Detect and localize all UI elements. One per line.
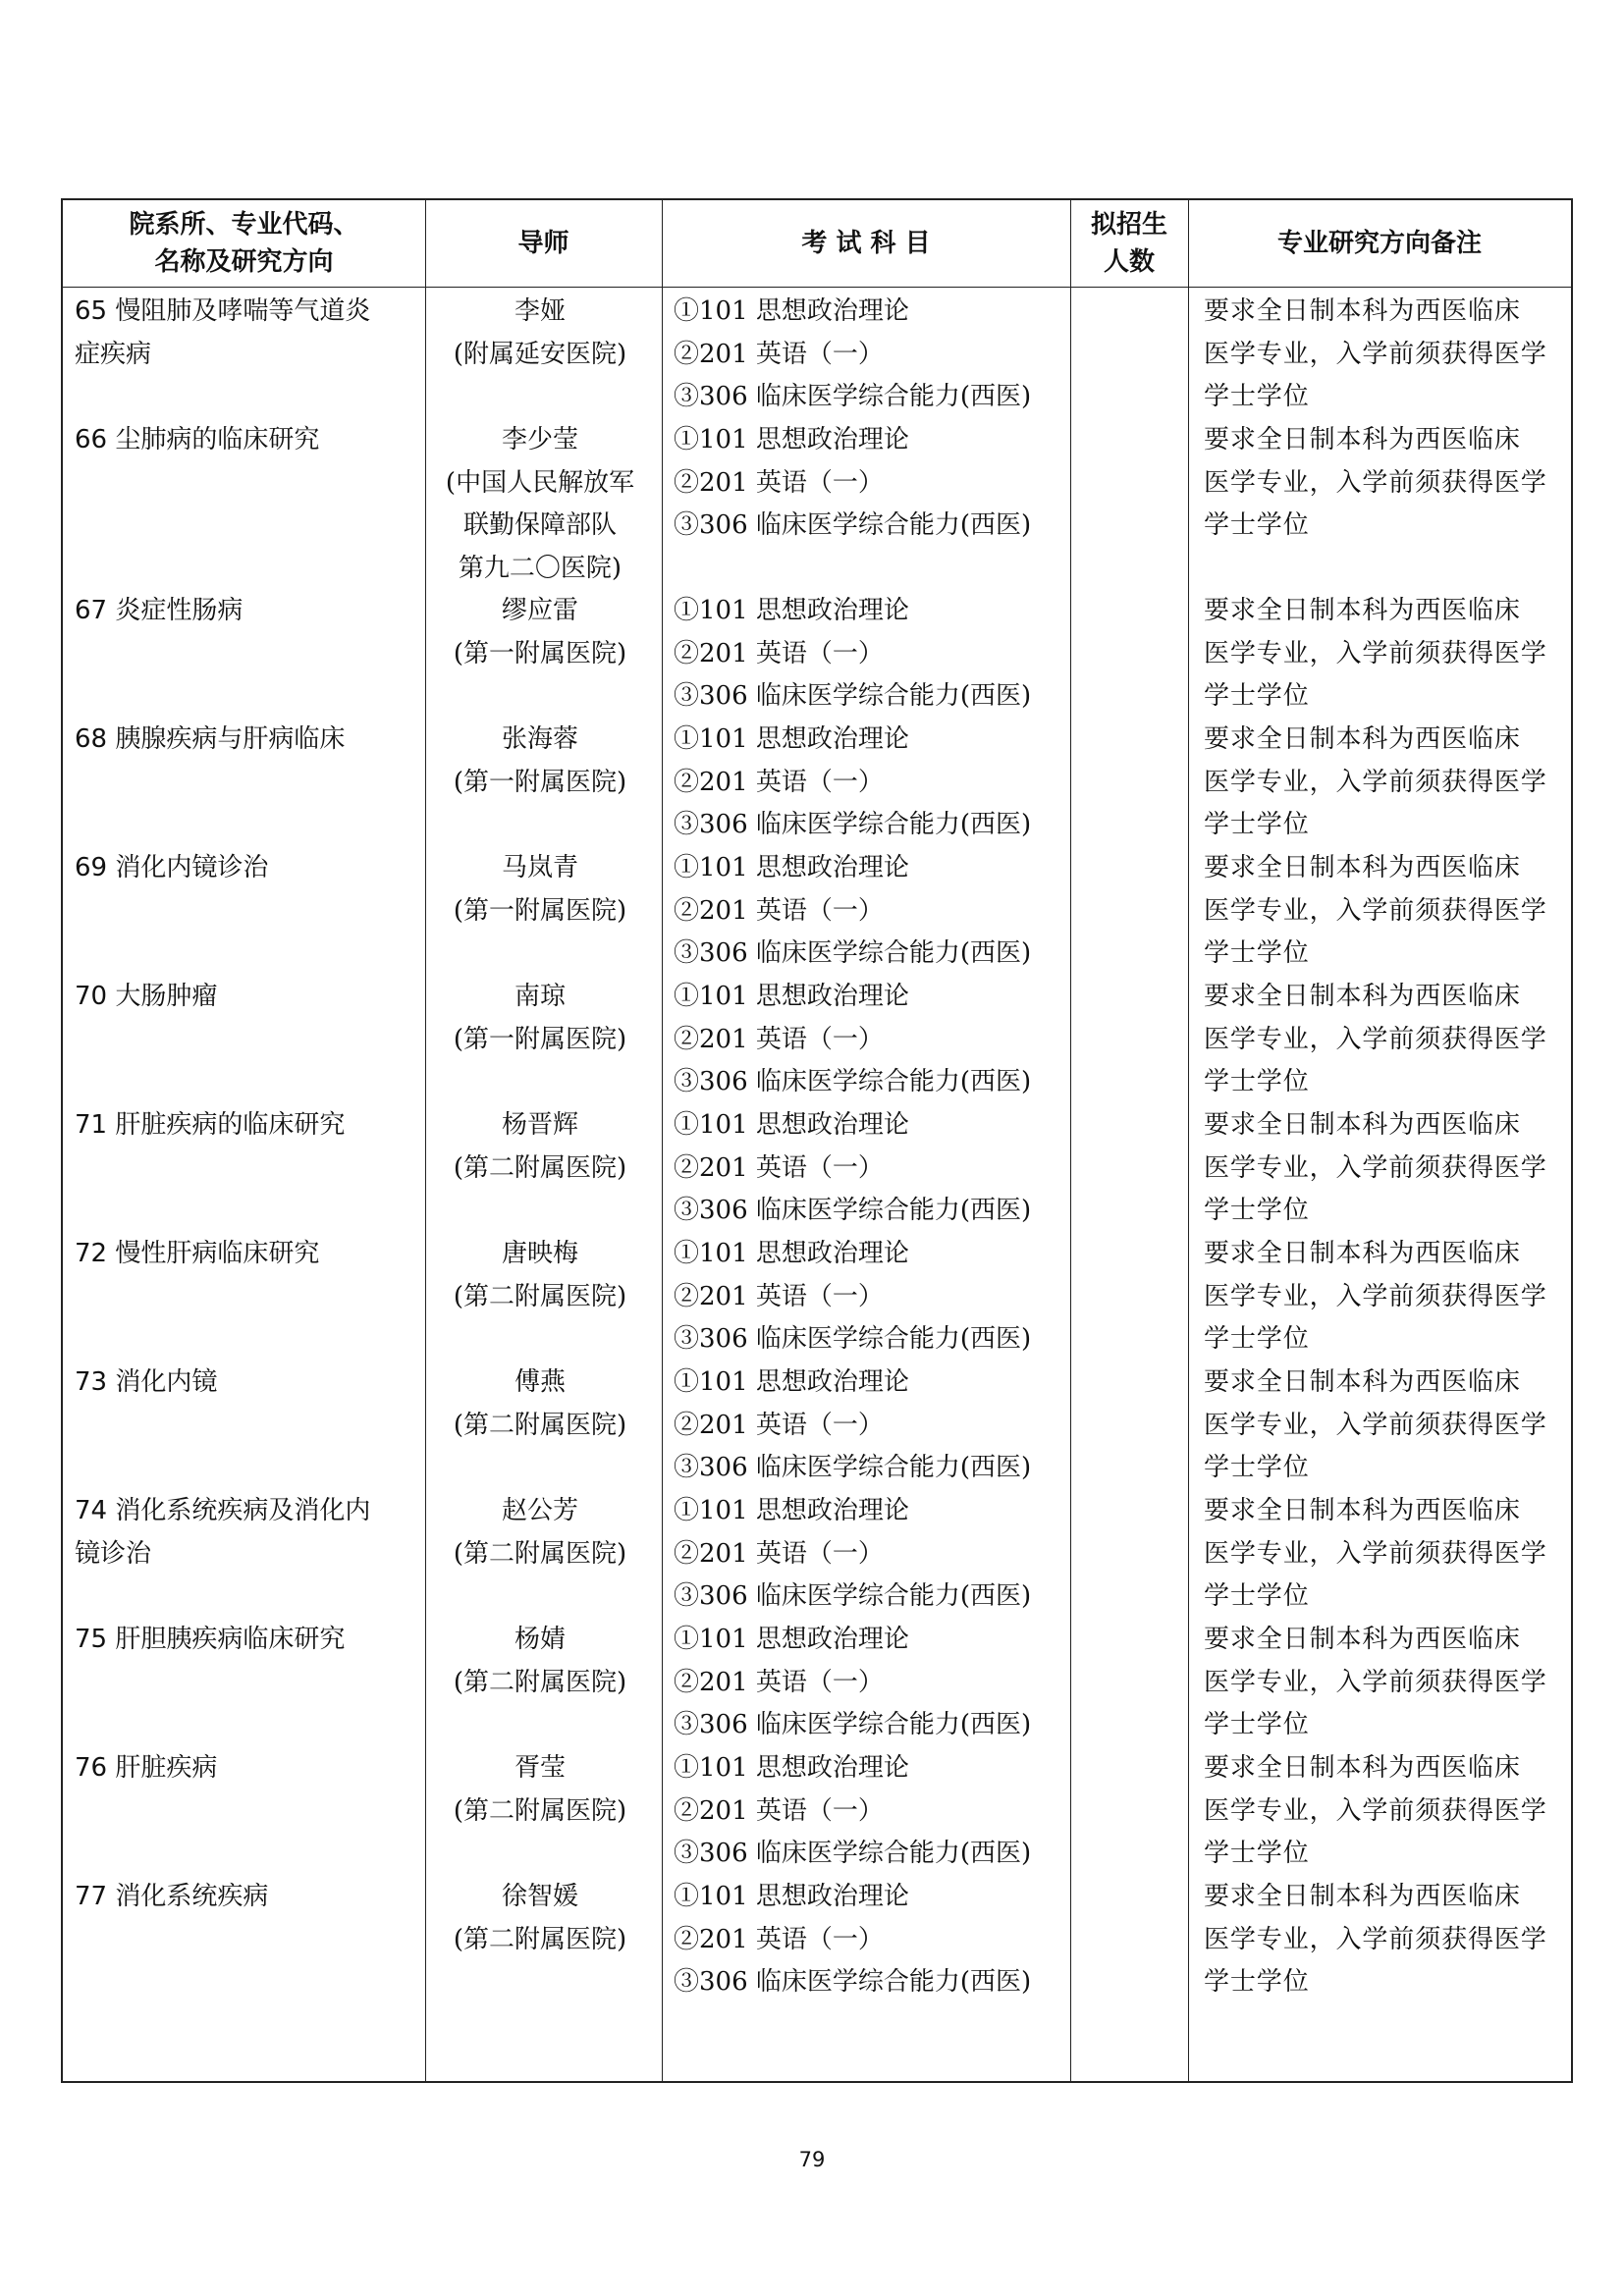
exam-subjects-line: ②201 英语（一）: [674, 1667, 884, 1697]
exam-subjects-line: ②201 英语（一）: [674, 1924, 884, 1954]
remarks-line: 医学专业，入学前须获得医学: [1204, 1024, 1547, 1054]
exam-subjects-cell: [674, 1233, 1086, 1362]
exam-subjects-line: ①101 思想政治理论: [674, 1625, 909, 1654]
remarks-cell: [1204, 1490, 1567, 1619]
supervisor-line: (第二附属医院): [453, 1152, 627, 1183]
header-enrollment: 拟招生 人数: [1090, 210, 1167, 277]
exam-subjects-line: ①101 思想政治理论: [674, 1367, 909, 1397]
research-direction-cell: [75, 419, 418, 462]
exam-subjects-line: ②201 英语（一）: [674, 339, 884, 369]
supervisor-line: 张海蓉: [501, 724, 578, 754]
remarks-line: 医学专业，入学前须获得医学: [1204, 1924, 1547, 1954]
page-number: 79: [798, 2148, 826, 2171]
exam-subjects-line: ①101 思想政治理论: [674, 1496, 909, 1525]
exam-subjects-line: ③306 临床医学综合能力(西医): [674, 510, 1032, 540]
remarks-line: 学士学位: [1204, 681, 1310, 711]
supervisor-line: 缪应雷: [501, 596, 578, 625]
research-direction-cell: [75, 1233, 418, 1276]
exam-subjects-line: ③306 临床医学综合能力(西医): [674, 1067, 1032, 1096]
supervisor-line: 第九二〇医院): [458, 553, 623, 583]
supervisor-line: 联勤保障部队: [462, 510, 617, 540]
supervisor-line: 李娅: [514, 296, 566, 326]
exam-subjects-line: ②201 英语（一）: [674, 767, 884, 797]
exam-subjects-cell: [674, 1362, 1086, 1490]
exam-subjects-line: ①101 思想政治理论: [674, 982, 909, 1011]
research-direction-line: 65 慢阻肺及哮喘等气道炎: [75, 296, 371, 326]
exam-subjects-line: ①101 思想政治理论: [674, 296, 909, 326]
research-direction-line: 77 消化系统疾病: [75, 1882, 269, 1911]
research-direction-line: 76 肝脏疾病: [75, 1753, 218, 1783]
research-direction-line: 67 炎症性肠病: [75, 596, 244, 625]
exam-subjects-line: ①101 思想政治理论: [674, 853, 909, 882]
research-direction-cell: [75, 719, 418, 762]
admissions-table: [61, 198, 1573, 2083]
remarks-line: 要求全日制本科为西医临床: [1204, 1753, 1521, 1783]
header-divider: [63, 287, 1571, 288]
exam-subjects-line: ③306 临床医学综合能力(西医): [674, 382, 1032, 411]
exam-subjects-cell: [674, 1619, 1086, 1747]
supervisor-cell: [428, 1876, 652, 1961]
research-direction-line: 72 慢性肝病临床研究: [75, 1239, 320, 1268]
remarks-line: 要求全日制本科为西医临床: [1204, 1110, 1521, 1140]
supervisor-line: 赵公芳: [501, 1496, 578, 1525]
remarks-cell: [1204, 1104, 1567, 1233]
supervisor-line: 马岚青: [501, 853, 578, 882]
remarks-line: 要求全日制本科为西医临床: [1204, 724, 1521, 754]
remarks-line: 要求全日制本科为西医临床: [1204, 1239, 1521, 1268]
research-direction-cell: [75, 1747, 418, 1790]
exam-subjects-line: ①101 思想政治理论: [674, 1882, 909, 1911]
remarks-cell: [1204, 847, 1567, 976]
remarks-line: 要求全日制本科为西医临床: [1204, 1496, 1521, 1525]
supervisor-cell: [428, 419, 652, 590]
supervisor-line: (第二附属医院): [453, 1538, 627, 1569]
exam-subjects-line: ①101 思想政治理论: [674, 425, 909, 454]
research-direction-line: 症疾病: [75, 339, 152, 369]
supervisor-line: (第二附属医院): [453, 1281, 627, 1311]
supervisor-line: (第一附属医院): [453, 638, 627, 668]
remarks-line: 学士学位: [1204, 1581, 1310, 1611]
remarks-line: 要求全日制本科为西医临床: [1204, 296, 1521, 326]
remarks-line: 要求全日制本科为西医临床: [1204, 596, 1521, 625]
supervisor-line: 徐智媛: [501, 1882, 578, 1911]
exam-subjects-line: ①101 思想政治理论: [674, 1110, 909, 1140]
supervisor-cell: [428, 976, 652, 1061]
supervisor-line: (第一附属医院): [453, 1024, 627, 1054]
research-direction-cell: [75, 847, 418, 890]
research-direction-cell: [75, 1619, 418, 1662]
exam-subjects-cell: [674, 419, 1086, 548]
supervisor-line: 傅燕: [514, 1367, 566, 1397]
research-direction-cell: [75, 590, 418, 633]
exam-subjects-line: ②201 英语（一）: [674, 895, 884, 926]
remarks-line: 医学专业，入学前须获得医学: [1204, 1410, 1547, 1440]
remarks-line: 要求全日制本科为西医临床: [1204, 1367, 1521, 1397]
remarks-line: 学士学位: [1204, 1453, 1310, 1482]
header-supervisor: 导师: [517, 229, 569, 258]
supervisor-line: (第二附属医院): [453, 1410, 627, 1440]
supervisor-line: 杨晋辉: [501, 1110, 578, 1140]
research-direction-line: 69 消化内镜诊治: [75, 853, 269, 882]
exam-subjects-cell: [674, 719, 1086, 847]
exam-subjects-line: ③306 临床医学综合能力(西医): [674, 938, 1032, 968]
exam-subjects-line: ③306 临床医学综合能力(西医): [674, 1324, 1032, 1354]
remarks-line: 要求全日制本科为西医临床: [1204, 982, 1521, 1011]
supervisor-line: (第二附属医院): [453, 1924, 627, 1954]
exam-subjects-line: ③306 临床医学综合能力(西医): [674, 810, 1032, 839]
supervisor-line: (第一附属医院): [453, 895, 627, 926]
supervisor-cell: [428, 847, 652, 933]
exam-subjects-line: ③306 临床医学综合能力(西医): [674, 1710, 1032, 1739]
exam-subjects-line: ①101 思想政治理论: [674, 724, 909, 754]
supervisor-cell: [428, 1619, 652, 1704]
remarks-line: 要求全日制本科为西医临床: [1204, 853, 1521, 882]
remarks-line: 学士学位: [1204, 1967, 1310, 1997]
exam-subjects-line: ③306 临床医学综合能力(西医): [674, 681, 1032, 711]
supervisor-line: (第一附属医院): [453, 767, 627, 797]
header-remarks: 专业研究方向备注: [1276, 229, 1482, 258]
research-direction-cell: [75, 1362, 418, 1405]
supervisor-cell: [428, 1490, 652, 1575]
remarks-line: 学士学位: [1204, 1839, 1310, 1868]
header-exam-subjects: 考 试 科 目: [801, 229, 931, 258]
exam-subjects-line: ③306 临床医学综合能力(西医): [674, 1967, 1032, 1997]
remarks-line: 医学专业，入学前须获得医学: [1204, 638, 1547, 668]
exam-subjects-line: ②201 英语（一）: [674, 467, 884, 498]
remarks-line: 学士学位: [1204, 938, 1310, 968]
column-divider: [1188, 200, 1189, 2081]
remarks-line: 学士学位: [1204, 1710, 1310, 1739]
remarks-cell: [1204, 590, 1567, 719]
exam-subjects-line: ①101 思想政治理论: [674, 596, 909, 625]
exam-subjects-cell: [674, 976, 1086, 1104]
remarks-line: 医学专业，入学前须获得医学: [1204, 1152, 1547, 1183]
remarks-cell: [1204, 1747, 1567, 1876]
supervisor-cell: [428, 1362, 652, 1447]
remarks-line: 要求全日制本科为西医临床: [1204, 1625, 1521, 1654]
exam-subjects-line: ②201 英语（一）: [674, 1410, 884, 1440]
supervisor-cell: [428, 1104, 652, 1190]
research-direction-line: 66 尘肺病的临床研究: [75, 425, 320, 454]
exam-subjects-cell: [674, 1104, 1086, 1233]
remarks-cell: [1204, 1619, 1567, 1747]
research-direction-line: 73 消化内镜: [75, 1367, 218, 1397]
supervisor-line: 胥莹: [514, 1753, 566, 1783]
supervisor-cell: [428, 1747, 652, 1833]
header-direction: 院系所、专业代码、 名称及研究方向: [129, 210, 359, 277]
remarks-line: 要求全日制本科为西医临床: [1204, 1882, 1521, 1911]
exam-subjects-cell: [674, 590, 1086, 719]
remarks-line: 医学专业，入学前须获得医学: [1204, 467, 1547, 498]
column-divider: [662, 200, 663, 2081]
remarks-line: 医学专业，入学前须获得医学: [1204, 1667, 1547, 1697]
exam-subjects-line: ②201 英语（一）: [674, 1152, 884, 1183]
remarks-cell: [1204, 719, 1567, 847]
supervisor-line: (第二附属医院): [453, 1667, 627, 1697]
research-direction-cell: [75, 1104, 418, 1148]
remarks-line: 医学专业，入学前须获得医学: [1204, 895, 1547, 926]
exam-subjects-line: ③306 临床医学综合能力(西医): [674, 1453, 1032, 1482]
research-direction-cell: [75, 976, 418, 1019]
exam-subjects-cell: [674, 1490, 1086, 1619]
remarks-line: 医学专业，入学前须获得医学: [1204, 339, 1547, 369]
remarks-cell: [1204, 1876, 1567, 2004]
research-direction-line: 71 肝脏疾病的临床研究: [75, 1110, 346, 1140]
research-direction-cell: [75, 1876, 418, 1919]
exam-subjects-line: ②201 英语（一）: [674, 1538, 884, 1569]
remarks-line: 医学专业，入学前须获得医学: [1204, 1538, 1547, 1569]
exam-subjects-line: ②201 英语（一）: [674, 1024, 884, 1054]
exam-subjects-line: ②201 英语（一）: [674, 1281, 884, 1311]
remarks-line: 学士学位: [1204, 1324, 1310, 1354]
exam-subjects-cell: [674, 1876, 1086, 2004]
supervisor-line: 李少莹: [501, 425, 578, 454]
remarks-line: 学士学位: [1204, 510, 1310, 540]
supervisor-cell: [428, 291, 652, 376]
exam-subjects-line: ③306 临床医学综合能力(西医): [674, 1196, 1032, 1225]
remarks-cell: [1204, 419, 1567, 548]
remarks-line: 学士学位: [1204, 382, 1310, 411]
remarks-line: 医学专业，入学前须获得医学: [1204, 1281, 1547, 1311]
research-direction-line: 70 大肠肿瘤: [75, 982, 218, 1011]
remarks-line: 要求全日制本科为西医临床: [1204, 425, 1521, 454]
remarks-cell: [1204, 1233, 1567, 1362]
research-direction-line: 镜诊治: [75, 1538, 152, 1569]
supervisor-line: (中国人民解放军: [445, 467, 635, 498]
exam-subjects-line: ①101 思想政治理论: [674, 1753, 909, 1783]
supervisor-line: (第二附属医院): [453, 1795, 627, 1826]
exam-subjects-line: ③306 临床医学综合能力(西医): [674, 1839, 1032, 1868]
column-divider: [425, 200, 426, 2081]
research-direction-cell: [75, 1490, 418, 1575]
research-direction-line: 68 胰腺疾病与肝病临床: [75, 724, 346, 754]
supervisor-line: 唐映梅: [501, 1239, 578, 1268]
supervisor-cell: [428, 719, 652, 804]
remarks-line: 医学专业，入学前须获得医学: [1204, 767, 1547, 797]
exam-subjects-line: ①101 思想政治理论: [674, 1239, 909, 1268]
supervisor-line: 南琼: [514, 982, 566, 1011]
exam-subjects-cell: [674, 847, 1086, 976]
supervisor-line: 杨婧: [514, 1625, 566, 1654]
exam-subjects-cell: [674, 291, 1086, 419]
remarks-line: 医学专业，入学前须获得医学: [1204, 1795, 1547, 1826]
supervisor-cell: [428, 1233, 652, 1318]
remarks-cell: [1204, 291, 1567, 419]
research-direction-cell: [75, 291, 418, 376]
research-direction-line: 74 消化系统疾病及消化内: [75, 1496, 371, 1525]
exam-subjects-line: ③306 临床医学综合能力(西医): [674, 1581, 1032, 1611]
supervisor-cell: [428, 590, 652, 675]
remarks-line: 学士学位: [1204, 1196, 1310, 1225]
remarks-line: 学士学位: [1204, 1067, 1310, 1096]
remarks-cell: [1204, 976, 1567, 1104]
supervisor-line: (附属延安医院): [453, 339, 627, 369]
remarks-cell: [1204, 1362, 1567, 1490]
exam-subjects-line: ②201 英语（一）: [674, 1795, 884, 1826]
exam-subjects-line: ②201 英语（一）: [674, 638, 884, 668]
exam-subjects-cell: [674, 1747, 1086, 1876]
research-direction-line: 75 肝胆胰疾病临床研究: [75, 1625, 346, 1654]
remarks-line: 学士学位: [1204, 810, 1310, 839]
